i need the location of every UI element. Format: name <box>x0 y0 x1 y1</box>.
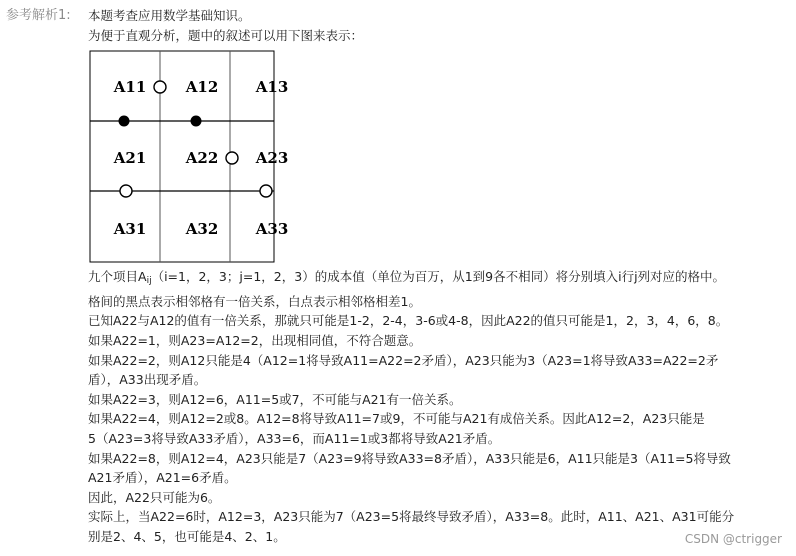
text-line: A21矛盾），A21=6矛盾。 <box>88 470 237 486</box>
intro-line-1: 本题考查应用数学基础知识。 <box>88 8 251 23</box>
black-dot-a11-a21 <box>119 116 130 127</box>
black-dot-a12-a22 <box>191 116 202 127</box>
white-dot-a21-a31 <box>120 185 132 197</box>
cell-a11: A11 <box>113 78 147 97</box>
cell-a31: A31 <box>113 220 147 239</box>
white-dot-a11-a12 <box>154 81 166 93</box>
text-line: 格间的黑点表示相邻格有一倍关系，白点表示相邻格相差1。 <box>88 293 421 309</box>
text-line: 因此，A22只可能为6。 <box>88 489 221 505</box>
text-line: 如果A22=8，则A12=4，A23只能是7（A23=9将导致A33=8矛盾），A33只能是6，A11只能是3（A11=5将导致 <box>88 450 731 466</box>
cell-a21: A21 <box>113 149 147 168</box>
cell-a13: A13 <box>255 78 289 97</box>
cell-a22: A22 <box>185 149 219 168</box>
intro-line-2: 为便于直观分析，题中的叙述可以用下图来表示： <box>88 27 364 43</box>
text-line: 别是2、4、5，也可能是4、2、1。 <box>88 528 286 544</box>
text-line: 盾），A33出现矛盾。 <box>88 372 207 388</box>
text-line: 如果A22=2，则A12只能是4（A12=1将导致A11=A22=2矛盾），A23只能为3（A23=1将导致A33=A22=2矛 <box>88 352 719 368</box>
cell-a23: A23 <box>255 149 289 168</box>
text-line: 如果A22=3，则A12=6，A11=5或7，不可能与A21有一倍关系。 <box>88 391 462 407</box>
cell-a32: A32 <box>185 220 219 239</box>
text-line: 实际上，当A22=6时，A12=3，A23只能为7（A23=5将最终导致矛盾），A33=8。此时，A11、A21、A31可能分 <box>88 509 735 525</box>
cell-a33: A33 <box>255 220 289 239</box>
text-line: 如果A22=1，则A23=A12=2，出现相同值，不符合题意。 <box>88 332 422 348</box>
explain-line: 九个项目$A_{ij}(i=1$，2，3；j=1，2，3）的成本值（单位为百万，从1到9各不相同）将分别填入i行j列对应的格中。 <box>88 269 726 287</box>
white-dot-a23-a33 <box>260 185 272 197</box>
grid-figure <box>88 49 289 265</box>
cell-a12: A12 <box>185 78 219 97</box>
answer-label: 参考解析1: <box>6 8 71 23</box>
answer-content <box>88 6 788 547</box>
text-line: 5（A23=3将导致A33矛盾），A33=6，而A11=1或3都将导致A21矛盾。 <box>88 430 501 446</box>
text-line: 已知A22与A12的值有一倍关系，那就只可能是1-2，2-4，3-6或4-8，因此A22的值只可能是1，2，3，4，6，8。 <box>88 313 729 329</box>
text-line: 如果A22=4，则A12=2或8。A12=8将导致A11=7或9，不可能与A21有成倍关系。因此A12=2，A23只能是 <box>88 411 705 427</box>
csdn-watermark: CSDN @ctrigger <box>684 532 782 546</box>
white-dot-a22-a23 <box>226 152 238 164</box>
